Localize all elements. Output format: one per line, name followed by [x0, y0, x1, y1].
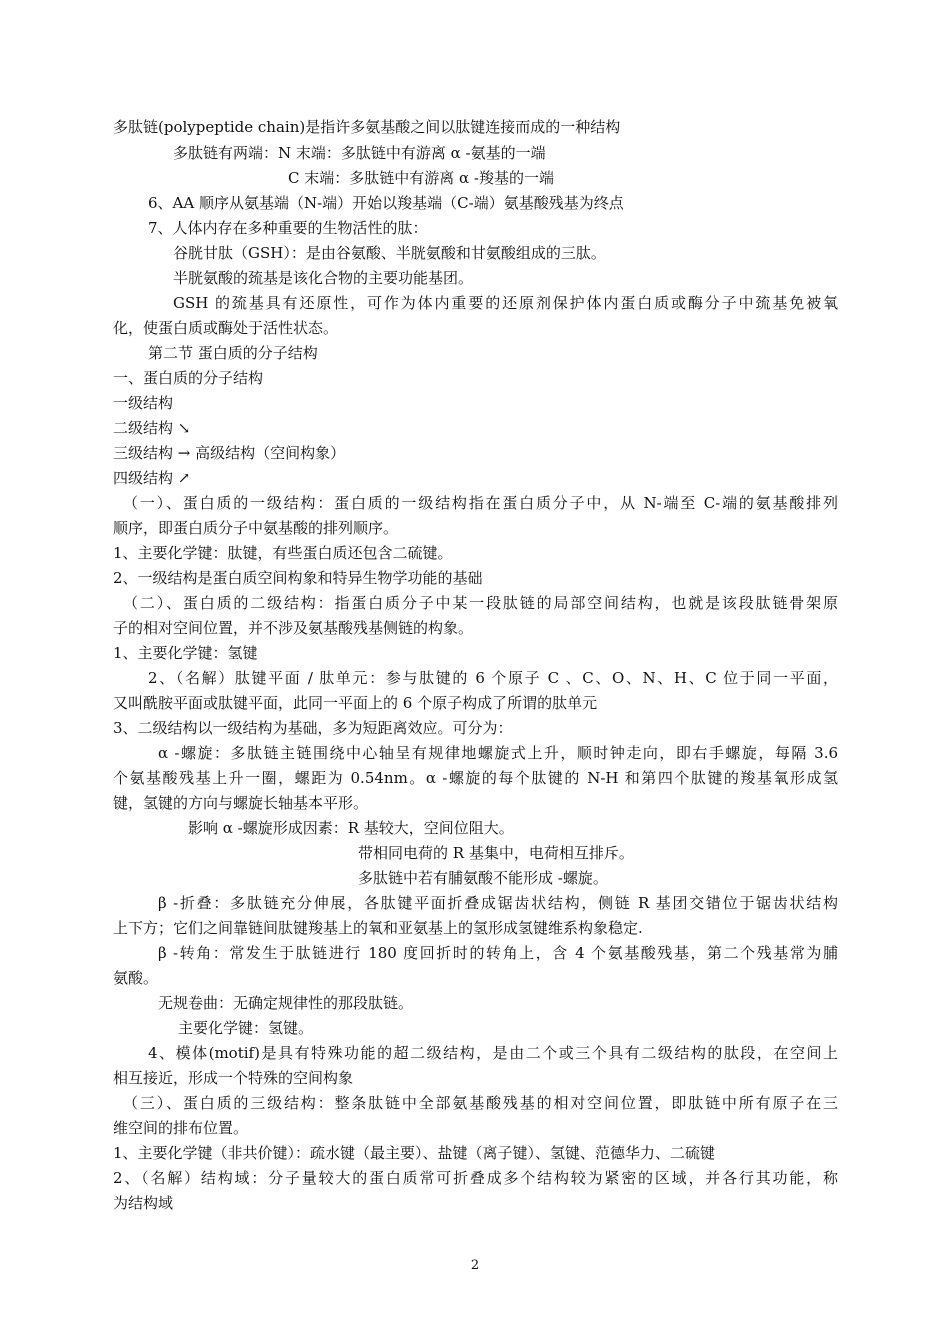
text-line: 2、（名解）肽键平面 / 肽单元：参与肽键的 6 个原子 C 、C、O、N、H、C 位于同一平面， — [148, 669, 838, 687]
text-line: 主要化学键：氢键。 — [178, 1019, 314, 1037]
text-line: 多肽链中若有脯氨酸不能形成 -螺旋。 — [358, 869, 608, 887]
text-line: 顺序，即蛋白质分子中氨基酸的排列顺序。 — [113, 519, 399, 537]
text-line: 无规卷曲：无确定规律性的那段肽链。 — [158, 994, 414, 1012]
text-line: 3、二级结构以一级结构为基础，多为短距离效应。可分为： — [113, 719, 513, 737]
text-line: 维空间的排布位置。 — [113, 1119, 249, 1137]
text-line: 化，使蛋白质或酶处于活性状态。 — [113, 319, 339, 337]
text-line: 影响 α -螺旋形成因素：R 基较大，空间位阻大。 — [188, 819, 514, 837]
text-line: 带相同电荷的 R 基集中，电荷相互排斥。 — [358, 844, 634, 862]
text-line: 二级结构 ↘ — [113, 419, 191, 437]
text-line: 1、主要化学键：氢键 — [113, 644, 258, 662]
page-number: 2 — [470, 1258, 480, 1273]
text-line: 上下方；它们之间靠链间肽键羧基上的氧和亚氨基上的氢形成氢键维系构象稳定. — [113, 919, 643, 937]
text-line: 1、主要化学键（非共价键）：疏水键（最主要）、盐键（离子键）、氢键、范德华力、二硫键 — [113, 1144, 716, 1162]
text-line: 半胱氨酸的巯基是该化合物的主要功能基团。 — [173, 269, 474, 287]
text-line: 2、（名解）结构域：分子量较大的蛋白质常可折叠成多个结构较为紧密的区域，并各行其功能，称 — [113, 1169, 838, 1187]
text-line: GSH 的巯基具有还原性，可作为体内重要的还原剂保护体内蛋白质或酶分子中巯基免被氧 — [173, 294, 838, 312]
text-line: 个氨基酸残基上升一圈，螺距为 0.54nm。α -螺旋的每个肽键的 N-H 和第四个肽键的羧基氧形成氢 — [113, 769, 838, 787]
text-line: 为结构域 — [113, 1194, 174, 1212]
text-line: 一级结构 — [113, 394, 174, 412]
text-line: 氨酸。 — [113, 969, 159, 987]
text-line: 4、模体(motif)是具有特殊功能的超二级结构，是由二个或三个具有二级结构的肽段，在空间上 — [148, 1044, 838, 1062]
text-line: β -转角：常发生于肽链进行 180 度回折时的转角上，含 4 个氨基酸残基，第二个残基常为脯 — [158, 944, 838, 962]
text-line: β -折叠：多肽链充分伸展，各肽键平面折叠成锯齿状结构，侧链 R 基团交错位于锯齿状结构 — [158, 894, 838, 912]
text-line: 多肽链(polypeptide chain)是指许多氨基酸之间以肽键连接而成的一种结构 — [113, 118, 621, 136]
section-heading: 第二节 蛋白质的分子结构 — [148, 344, 318, 362]
text-line: 子的相对空间位置，并不涉及氨基酸残基侧链的构象。 — [113, 619, 474, 637]
text-line: （一）、蛋白质的一级结构：蛋白质的一级结构指在蛋白质分子中，从 N-端至 C-端的氨基酸排列 — [123, 494, 838, 512]
text-line: 7、人体内存在多种重要的生物活性的肽： — [148, 219, 428, 237]
text-line: （二）、蛋白质的二级结构：指蛋白质分子中某一段肽链的局部空间结构，也就是该段肽链骨架原 — [123, 594, 838, 612]
text-line: 6、AA 顺序从氨基端（N-端）开始以羧基端（C-端）氨基酸残基为终点 — [148, 194, 624, 212]
text-line: 四级结构 ↗ — [113, 469, 191, 487]
text-line: 又叫酰胺平面或肽键平面，此同一平面上的 6 个原子构成了所谓的肽单元 — [113, 694, 598, 712]
text-line: 相互接近，形成一个特殊的空间构象 — [113, 1069, 354, 1087]
text-line: 谷胱甘肽（GSH）：是由谷氨酸、半胱氨酸和甘氨酸组成的三肽。 — [173, 244, 606, 262]
text-line: （三）、蛋白质的三级结构：整条肽链中全部氨基酸残基的相对空间位置，即肽链中所有原子在三 — [123, 1094, 838, 1112]
text-line: 2、一级结构是蛋白质空间构象和特异生物学功能的基础 — [113, 569, 483, 587]
text-line: C 末端：多肽链中有游离 α -羧基的一端 — [288, 169, 554, 187]
text-line: α -螺旋：多肽链主链围绕中心轴呈有规律地螺旋式上升，顺时钟走向，即右手螺旋，每隔 3.6 — [158, 744, 838, 762]
heading: 一、蛋白质的分子结构 — [113, 369, 264, 387]
text-line: 1、主要化学键：肽键，有些蛋白质还包含二硫键。 — [113, 544, 453, 562]
text-line: 多肽链有两端：N 末端：多肽链中有游离 α -氨基的一端 — [173, 144, 546, 162]
text-line: 键，氢键的方向与螺旋长轴基本平形。 — [113, 794, 369, 812]
text-line: 三级结构 → 高级结构（空间构象） — [113, 444, 346, 462]
